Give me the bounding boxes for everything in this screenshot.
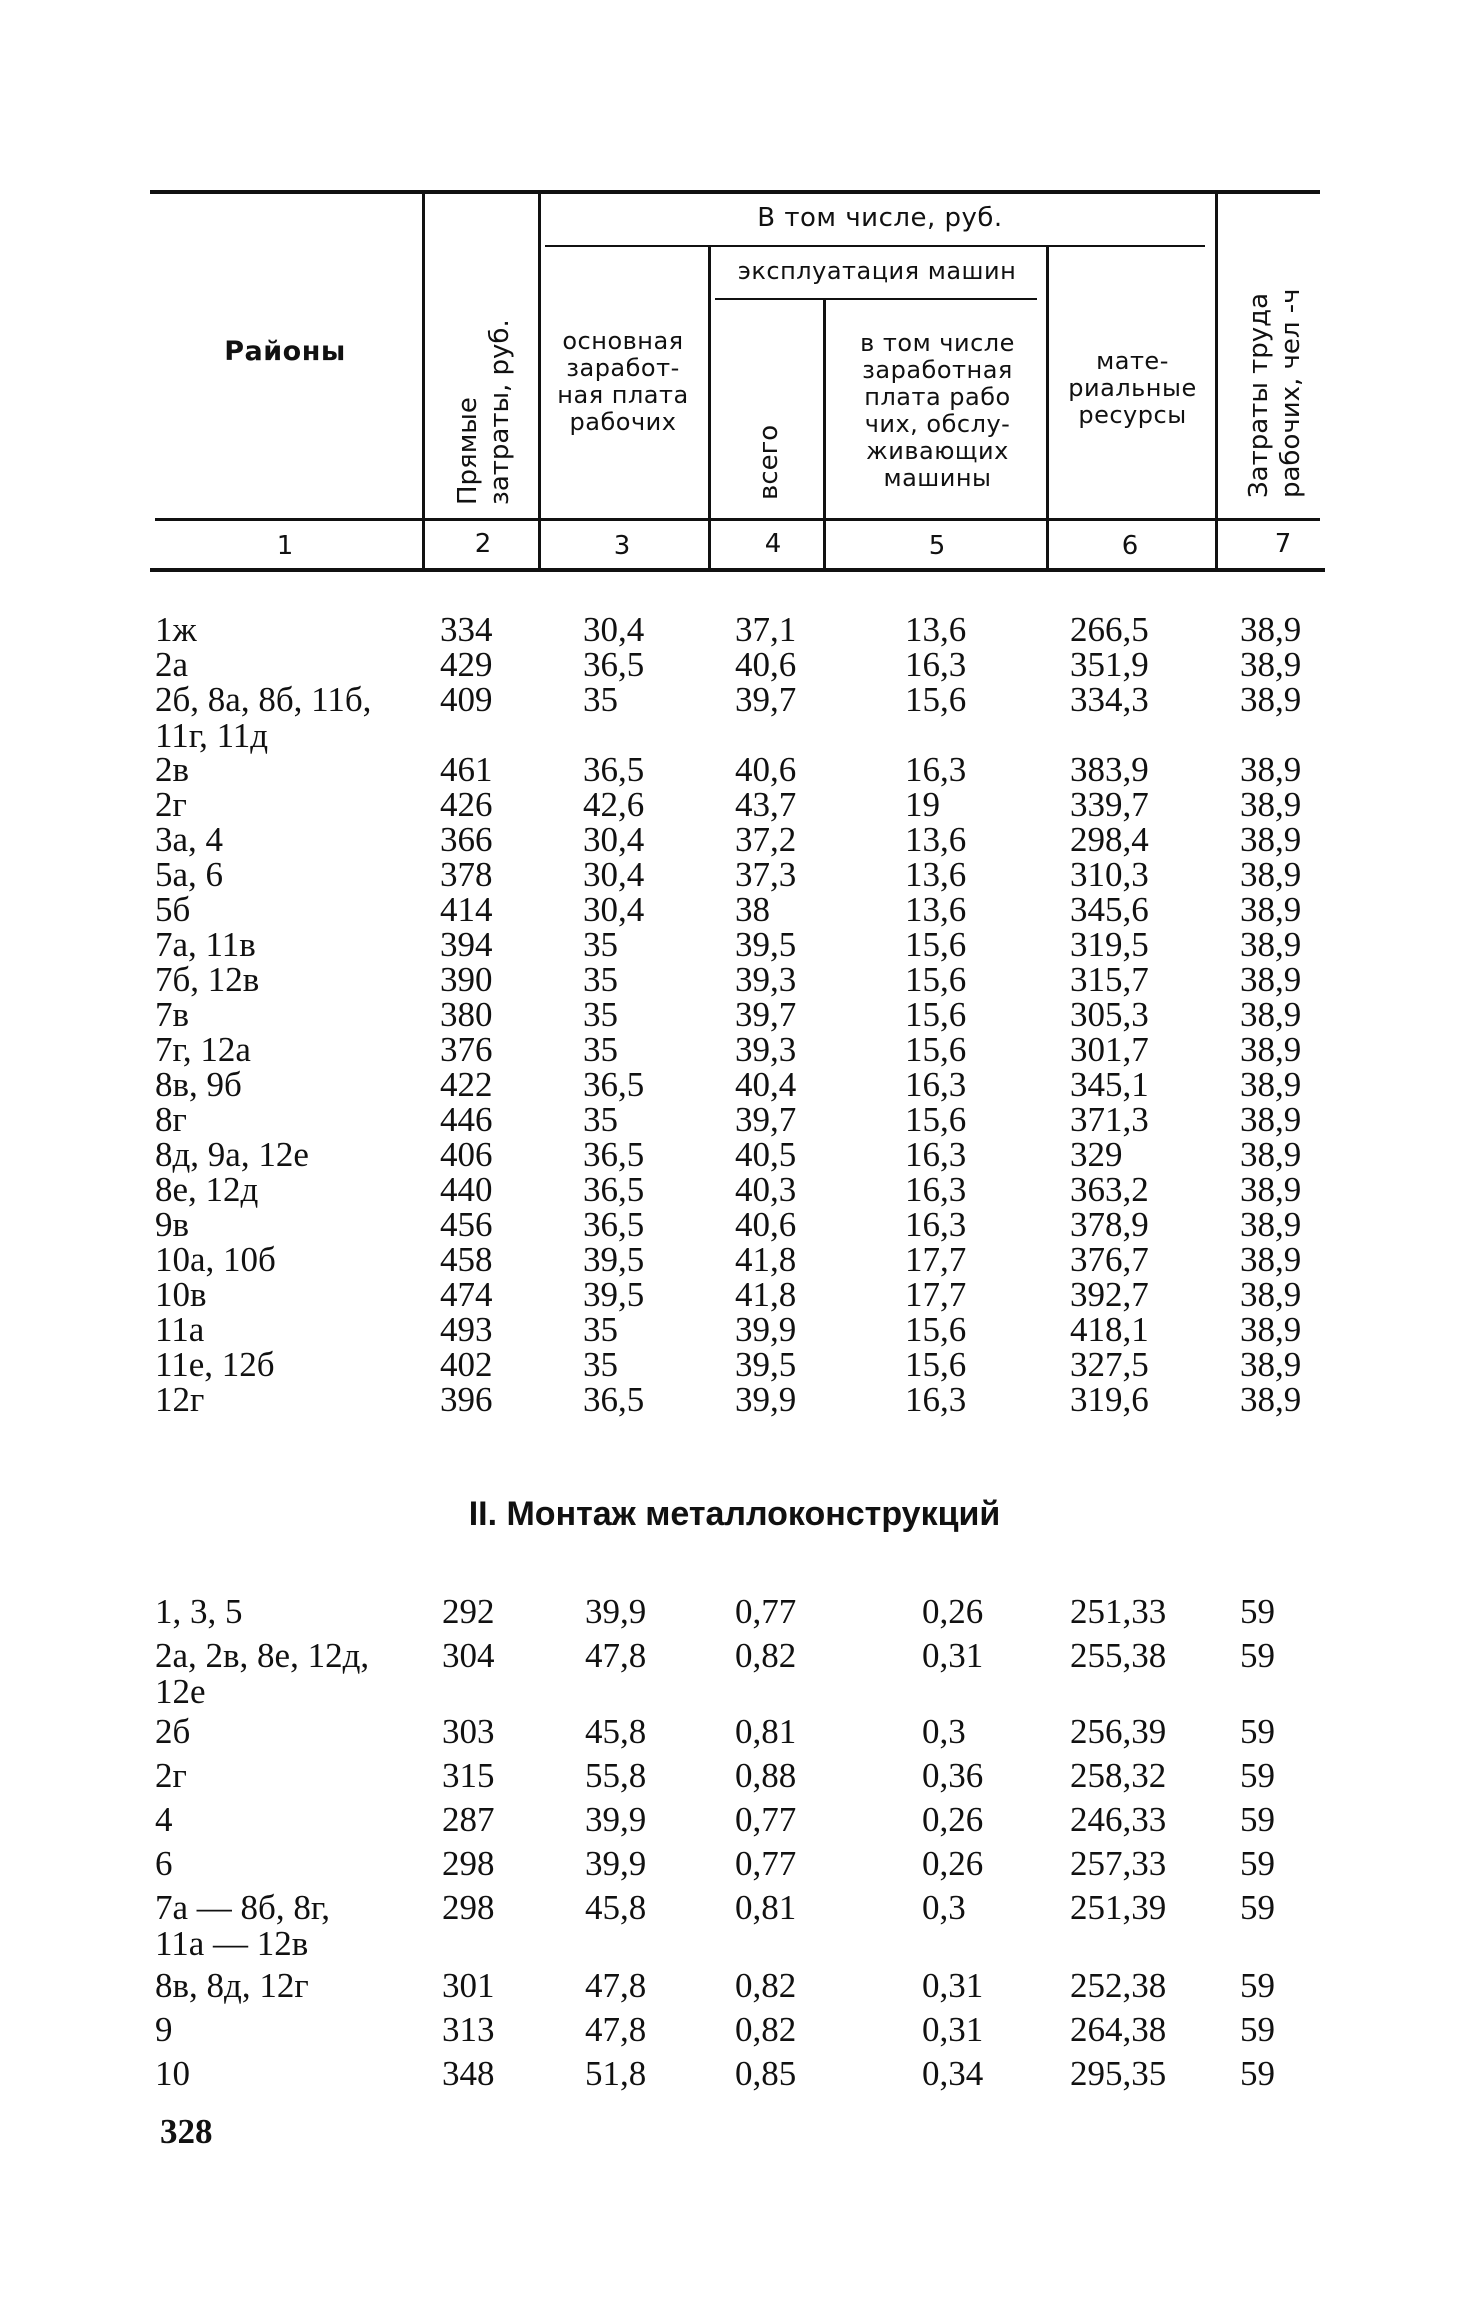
- value-cell-col2: 313: [442, 2010, 495, 2049]
- value-cell-col4: 39,5: [735, 1345, 797, 1384]
- table-row: [0, 2056, 1469, 2091]
- region-cell: 2а, 2в, 8е, 12д,: [155, 1636, 370, 1675]
- value-cell-col2: 298: [442, 1888, 495, 1927]
- value-cell-col6: 376,7: [1070, 1240, 1149, 1279]
- col-divider-6: [1215, 192, 1218, 570]
- value-cell-col5: 0,31: [922, 1966, 984, 2005]
- value-cell-col3: 36,5: [583, 1380, 645, 1419]
- value-cell-col7: 59: [1240, 1756, 1275, 1795]
- header-machine-salary: в том числе заработная плата рабо чих, обслу-живающих машины: [860, 329, 1015, 492]
- region-cell: 8д, 9а, 12е: [155, 1135, 309, 1174]
- value-cell-col5: 15,6: [905, 1345, 967, 1384]
- value-cell-col4: 0,85: [735, 2054, 797, 2093]
- table-row: [0, 1846, 1469, 1881]
- region-cell: 9: [155, 2010, 173, 2049]
- value-cell-col6: 310,3: [1070, 855, 1149, 894]
- value-cell-col7: 38,9: [1240, 785, 1302, 824]
- value-cell-col3: 36,5: [583, 1065, 645, 1104]
- value-cell-col4: 0,81: [735, 1712, 797, 1751]
- value-cell-col4: 37,2: [735, 820, 797, 859]
- col-divider-3: [708, 245, 711, 570]
- table-row: [0, 1968, 1469, 2003]
- value-cell-col5: 16,3: [905, 1170, 967, 1209]
- value-cell-col2: 378: [440, 855, 493, 894]
- colnum-5: 5: [928, 531, 946, 561]
- value-cell-col5: 13,6: [905, 890, 967, 929]
- header-group-total: В том числе, руб.: [757, 203, 1003, 233]
- value-cell-col2: 409: [440, 680, 493, 719]
- value-cell-col3: 51,8: [585, 2054, 647, 2093]
- value-cell-col3: 36,5: [583, 645, 645, 684]
- value-cell-col5: 0,26: [922, 1800, 984, 1839]
- value-cell-col4: 0,81: [735, 1888, 797, 1927]
- value-cell-col3: 45,8: [585, 1888, 647, 1927]
- value-cell-col6: 251,39: [1070, 1888, 1167, 1927]
- value-cell-col7: 38,9: [1240, 1345, 1302, 1384]
- colnum-4: 4: [764, 529, 782, 559]
- value-cell-col7: 38,9: [1240, 1030, 1302, 1069]
- value-cell-col2: 376: [440, 1030, 493, 1069]
- table-row: [0, 647, 1469, 682]
- table-row: [0, 752, 1469, 787]
- table-row: [0, 1207, 1469, 1242]
- value-cell-col7: 38,9: [1240, 680, 1302, 719]
- table-row: [0, 2012, 1469, 2047]
- value-cell-col7: 38,9: [1240, 820, 1302, 859]
- value-cell-col2: 440: [440, 1170, 493, 1209]
- value-cell-col3: 35: [583, 960, 618, 999]
- value-cell-col6: 252,38: [1070, 1966, 1167, 2005]
- value-cell-col4: 39,9: [735, 1310, 797, 1349]
- table-row: [0, 1102, 1469, 1137]
- region-cell: 5а, 6: [155, 855, 224, 894]
- value-cell-col2: 426: [440, 785, 493, 824]
- region-cell: 2г: [155, 1756, 187, 1795]
- region-cell: 1ж: [155, 610, 197, 649]
- region-cell: 2б, 8а, 8б, 11б,: [155, 680, 372, 719]
- value-cell-col6: 334,3: [1070, 680, 1149, 719]
- value-cell-col5: 0,3: [922, 1712, 966, 1751]
- value-cell-col5: 19: [905, 785, 940, 824]
- value-cell-col7: 38,9: [1240, 1065, 1302, 1104]
- value-cell-col3: 30,4: [583, 855, 645, 894]
- value-cell-col7: 59: [1240, 1844, 1275, 1883]
- value-cell-col7: 38,9: [1240, 645, 1302, 684]
- value-cell-col3: 55,8: [585, 1756, 647, 1795]
- value-cell-col6: 392,7: [1070, 1275, 1149, 1314]
- table-row: [0, 1277, 1469, 1312]
- value-cell-col4: 0,77: [735, 1592, 797, 1631]
- value-cell-col3: 35: [583, 1345, 618, 1384]
- region-cell: 7а — 8б, 8г,: [155, 1888, 330, 1927]
- header-base-salary: основная заработ-ная плата рабочих: [557, 327, 689, 436]
- value-cell-col6: 257,33: [1070, 1844, 1167, 1883]
- value-cell-col2: 303: [442, 1712, 495, 1751]
- value-cell-col4: 39,9: [735, 1380, 797, 1419]
- value-cell-col4: 43,7: [735, 785, 797, 824]
- value-cell-col3: 39,9: [585, 1844, 647, 1883]
- value-cell-col6: 301,7: [1070, 1030, 1149, 1069]
- region-cell: 7б, 12в: [155, 960, 260, 999]
- region-cell: 11е, 12б: [155, 1345, 275, 1384]
- region-cell: 8г: [155, 1100, 187, 1139]
- table-row: [0, 1172, 1469, 1207]
- value-cell-col4: 40,3: [735, 1170, 797, 1209]
- value-cell-col4: 40,6: [735, 645, 797, 684]
- value-cell-col5: 13,6: [905, 820, 967, 859]
- value-cell-col6: 418,1: [1070, 1310, 1149, 1349]
- value-cell-col3: 36,5: [583, 750, 645, 789]
- value-cell-col7: 38,9: [1240, 1205, 1302, 1244]
- value-cell-col5: 16,3: [905, 750, 967, 789]
- value-cell-col4: 40,6: [735, 750, 797, 789]
- region-cell: 5б: [155, 890, 191, 929]
- value-cell-col6: 319,5: [1070, 925, 1149, 964]
- value-cell-col4: 39,3: [735, 960, 797, 999]
- table-row: [0, 962, 1469, 997]
- value-cell-col4: 38: [735, 890, 770, 929]
- region-cell: 8в, 9б: [155, 1065, 242, 1104]
- value-cell-col2: 315: [442, 1756, 495, 1795]
- value-cell-col4: 39,5: [735, 925, 797, 964]
- table-row: [0, 1137, 1469, 1172]
- value-cell-col6: 329: [1070, 1135, 1123, 1174]
- value-cell-col5: 16,3: [905, 1205, 967, 1244]
- value-cell-col5: 0,34: [922, 2054, 984, 2093]
- value-cell-col6: 363,2: [1070, 1170, 1149, 1209]
- header-machines-rule: [715, 298, 1037, 300]
- value-cell-col7: 38,9: [1240, 1275, 1302, 1314]
- value-cell-col6: 345,1: [1070, 1065, 1149, 1104]
- value-cell-col5: 16,3: [905, 1380, 967, 1419]
- table-row: [0, 612, 1469, 647]
- value-cell-col3: 39,9: [585, 1800, 647, 1839]
- value-cell-col2: 406: [440, 1135, 493, 1174]
- value-cell-col4: 41,8: [735, 1240, 797, 1279]
- value-cell-col3: 42,6: [583, 785, 645, 824]
- region-cell: 10: [155, 2054, 190, 2093]
- header-direct-costs-text: Прямые затраты, руб.: [453, 319, 515, 505]
- value-cell-col3: 36,5: [583, 1170, 645, 1209]
- value-cell-col5: 15,6: [905, 1030, 967, 1069]
- value-cell-col3: 35: [583, 995, 618, 1034]
- col-divider-1: [422, 192, 425, 570]
- value-cell-col2: 390: [440, 960, 493, 999]
- value-cell-col4: 40,6: [735, 1205, 797, 1244]
- region-cell: 6: [155, 1844, 173, 1883]
- value-cell-col2: 402: [440, 1345, 493, 1384]
- value-cell-col7: 38,9: [1240, 1380, 1302, 1419]
- value-cell-col6: 315,7: [1070, 960, 1149, 999]
- region-cell-continued: 11а — 12в: [155, 1924, 309, 1963]
- value-cell-col7: 59: [1240, 1888, 1275, 1927]
- region-cell: 12г: [155, 1380, 205, 1419]
- table-row: [0, 1312, 1469, 1347]
- value-cell-col7: 38,9: [1240, 750, 1302, 789]
- value-cell-col6: 339,7: [1070, 785, 1149, 824]
- value-cell-col7: 38,9: [1240, 960, 1302, 999]
- value-cell-col5: 15,6: [905, 960, 967, 999]
- table-row: [0, 787, 1469, 822]
- region-cell: 9в: [155, 1205, 190, 1244]
- value-cell-col3: 30,4: [583, 610, 645, 649]
- table-row: [0, 997, 1469, 1032]
- table-row: [0, 857, 1469, 892]
- value-cell-col4: 40,4: [735, 1065, 797, 1104]
- colnum-2: 2: [474, 529, 492, 559]
- value-cell-col2: 456: [440, 1205, 493, 1244]
- table-row: [0, 1067, 1469, 1102]
- value-cell-col3: 35: [583, 1310, 618, 1349]
- value-cell-col7: 38,9: [1240, 1170, 1302, 1209]
- value-cell-col2: 446: [440, 1100, 493, 1139]
- header-labor: [1243, 268, 1307, 498]
- region-cell: 2в: [155, 750, 190, 789]
- value-cell-col3: 39,9: [585, 1592, 647, 1631]
- value-cell-col4: 0,77: [735, 1844, 797, 1883]
- value-cell-col7: 59: [1240, 2010, 1275, 2049]
- header-regions: Районы: [224, 336, 346, 367]
- value-cell-col4: 0,82: [735, 1966, 797, 2005]
- region-cell: 3а, 4: [155, 820, 224, 859]
- header-total: всего: [754, 424, 784, 500]
- value-cell-col5: 13,6: [905, 855, 967, 894]
- value-cell-col2: 334: [440, 610, 493, 649]
- header-bottom-rule: [155, 518, 1320, 521]
- value-cell-col5: 16,3: [905, 645, 967, 684]
- value-cell-col6: 266,5: [1070, 610, 1149, 649]
- value-cell-col7: 59: [1240, 2054, 1275, 2093]
- value-cell-col6: 258,32: [1070, 1756, 1167, 1795]
- header-labor-text: Затраты труда рабочих, чел -ч: [1244, 288, 1306, 498]
- table-row: [0, 1758, 1469, 1793]
- value-cell-col7: 59: [1240, 1592, 1275, 1631]
- table-row: [0, 1242, 1469, 1277]
- value-cell-col6: 298,4: [1070, 820, 1149, 859]
- value-cell-col3: 39,5: [583, 1275, 645, 1314]
- value-cell-col5: 0,36: [922, 1756, 984, 1795]
- region-cell: 10а, 10б: [155, 1240, 276, 1279]
- table-row: [0, 1714, 1469, 1749]
- value-cell-col4: 0,88: [735, 1756, 797, 1795]
- region-cell: 2а: [155, 645, 189, 684]
- value-cell-col6: 305,3: [1070, 995, 1149, 1034]
- value-cell-col5: 15,6: [905, 925, 967, 964]
- value-cell-col6: 295,35: [1070, 2054, 1167, 2093]
- value-cell-col5: 0,26: [922, 1592, 984, 1631]
- value-cell-col2: 461: [440, 750, 493, 789]
- region-cell: 7г, 12а: [155, 1030, 251, 1069]
- value-cell-col6: 378,9: [1070, 1205, 1149, 1244]
- value-cell-col3: 30,4: [583, 820, 645, 859]
- value-cell-col5: 0,3: [922, 1888, 966, 1927]
- region-cell: 2г: [155, 785, 187, 824]
- value-cell-col4: 39,7: [735, 995, 797, 1034]
- value-cell-col7: 59: [1240, 1966, 1275, 2005]
- value-cell-col3: 35: [583, 680, 618, 719]
- region-cell-continued: 12е: [155, 1672, 206, 1711]
- value-cell-col4: 0,77: [735, 1800, 797, 1839]
- value-cell-col6: 264,38: [1070, 2010, 1167, 2049]
- value-cell-col5: 0,26: [922, 1844, 984, 1883]
- value-cell-col5: 15,6: [905, 1100, 967, 1139]
- value-cell-col3: 47,8: [585, 1966, 647, 2005]
- value-cell-col2: 396: [440, 1380, 493, 1419]
- header-group-rule: [545, 245, 1205, 247]
- value-cell-col6: 255,38: [1070, 1636, 1167, 1675]
- value-cell-col4: 39,3: [735, 1030, 797, 1069]
- value-cell-col6: 319,6: [1070, 1380, 1149, 1419]
- region-cell: 8е, 12д: [155, 1170, 259, 1209]
- table-row: [0, 1636, 1469, 1711]
- value-cell-col6: 256,39: [1070, 1712, 1167, 1751]
- region-cell: 1, 3, 5: [155, 1592, 243, 1631]
- value-cell-col5: 15,6: [905, 680, 967, 719]
- value-cell-col4: 37,3: [735, 855, 797, 894]
- value-cell-col4: 41,8: [735, 1275, 797, 1314]
- colnum-6: 6: [1121, 531, 1139, 561]
- value-cell-col2: 429: [440, 645, 493, 684]
- value-cell-col2: 348: [442, 2054, 495, 2093]
- value-cell-col7: 38,9: [1240, 925, 1302, 964]
- table-row: [0, 680, 1469, 755]
- value-cell-col5: 16,3: [905, 1135, 967, 1174]
- value-cell-col4: 0,82: [735, 2010, 797, 2049]
- value-cell-col3: 35: [583, 925, 618, 964]
- value-cell-col3: 36,5: [583, 1205, 645, 1244]
- value-cell-col2: 304: [442, 1636, 495, 1675]
- value-cell-col2: 474: [440, 1275, 493, 1314]
- region-cell: 11а: [155, 1310, 205, 1349]
- header-direct-costs: [452, 305, 516, 505]
- table-row: [0, 1032, 1469, 1067]
- col-divider-5: [1046, 245, 1049, 570]
- value-cell-col2: 394: [440, 925, 493, 964]
- value-cell-col6: 371,3: [1070, 1100, 1149, 1139]
- value-cell-col6: 345,6: [1070, 890, 1149, 929]
- table-row: [0, 1802, 1469, 1837]
- value-cell-col5: 13,6: [905, 610, 967, 649]
- value-cell-col3: 47,8: [585, 1636, 647, 1675]
- value-cell-col5: 17,7: [905, 1240, 967, 1279]
- table-row: [0, 927, 1469, 962]
- region-cell: 4: [155, 1800, 173, 1839]
- value-cell-col6: 251,33: [1070, 1592, 1167, 1631]
- value-cell-col4: 37,1: [735, 610, 797, 649]
- table-top-rule: [150, 190, 1320, 194]
- colnum-bottom-rule: [150, 568, 1325, 572]
- region-cell: 7в: [155, 995, 190, 1034]
- value-cell-col3: 39,5: [583, 1240, 645, 1279]
- table-row: [0, 1347, 1469, 1382]
- value-cell-col3: 30,4: [583, 890, 645, 929]
- value-cell-col2: 458: [440, 1240, 493, 1279]
- value-cell-col5: 0,31: [922, 1636, 984, 1675]
- value-cell-col3: 36,5: [583, 1135, 645, 1174]
- value-cell-col6: 351,9: [1070, 645, 1149, 684]
- header-machines-group: эксплуатация машин: [737, 257, 1017, 285]
- colnum-7: 7: [1274, 529, 1292, 559]
- value-cell-col3: 47,8: [585, 2010, 647, 2049]
- value-cell-col7: 59: [1240, 1712, 1275, 1751]
- value-cell-col5: 17,7: [905, 1275, 967, 1314]
- value-cell-col5: 15,6: [905, 995, 967, 1034]
- value-cell-col7: 59: [1240, 1800, 1275, 1839]
- value-cell-col4: 40,5: [735, 1135, 797, 1174]
- region-cell: 10в: [155, 1275, 207, 1314]
- col-divider-2: [538, 192, 541, 570]
- col-divider-4: [823, 298, 826, 570]
- value-cell-col7: 38,9: [1240, 890, 1302, 929]
- value-cell-col2: 287: [442, 1800, 495, 1839]
- region-cell: 7а, 11в: [155, 925, 256, 964]
- section-title: II. Монтаж металлоконструкций: [468, 1495, 1001, 1533]
- value-cell-col3: 45,8: [585, 1712, 647, 1751]
- value-cell-col4: 39,7: [735, 680, 797, 719]
- value-cell-col6: 327,5: [1070, 1345, 1149, 1384]
- value-cell-col3: 35: [583, 1100, 618, 1139]
- value-cell-col5: 0,31: [922, 2010, 984, 2049]
- table-row: [0, 822, 1469, 857]
- table-row: [0, 1594, 1469, 1629]
- value-cell-col2: 493: [440, 1310, 493, 1349]
- value-cell-col7: 59: [1240, 1636, 1275, 1675]
- value-cell-col2: 380: [440, 995, 493, 1034]
- table-row: [0, 1888, 1469, 1963]
- value-cell-col4: 0,82: [735, 1636, 797, 1675]
- value-cell-col7: 38,9: [1240, 1100, 1302, 1139]
- colnum-3: 3: [613, 531, 631, 561]
- value-cell-col7: 38,9: [1240, 995, 1302, 1034]
- value-cell-col4: 39,7: [735, 1100, 797, 1139]
- value-cell-col7: 38,9: [1240, 610, 1302, 649]
- region-cell: 2б: [155, 1712, 191, 1751]
- region-cell-continued: 11г, 11д: [155, 716, 269, 755]
- value-cell-col2: 422: [440, 1065, 493, 1104]
- page-number: 328: [160, 2112, 213, 2151]
- value-cell-col7: 38,9: [1240, 855, 1302, 894]
- value-cell-col2: 298: [442, 1844, 495, 1883]
- value-cell-col7: 38,9: [1240, 1310, 1302, 1349]
- value-cell-col2: 414: [440, 890, 493, 929]
- value-cell-col2: 292: [442, 1592, 495, 1631]
- value-cell-col7: 38,9: [1240, 1135, 1302, 1174]
- table-row: [0, 892, 1469, 927]
- value-cell-col6: 246,33: [1070, 1800, 1167, 1839]
- value-cell-col5: 16,3: [905, 1065, 967, 1104]
- value-cell-col7: 38,9: [1240, 1240, 1302, 1279]
- region-cell: 8в, 8д, 12г: [155, 1966, 309, 2005]
- value-cell-col2: 301: [442, 1966, 495, 2005]
- value-cell-col2: 366: [440, 820, 493, 859]
- colnum-1: 1: [276, 531, 294, 561]
- value-cell-col3: 35: [583, 1030, 618, 1069]
- header-materials: мате-риальные ресурсы: [1068, 347, 1197, 429]
- table-row: [0, 1382, 1469, 1417]
- value-cell-col6: 383,9: [1070, 750, 1149, 789]
- value-cell-col5: 15,6: [905, 1310, 967, 1349]
